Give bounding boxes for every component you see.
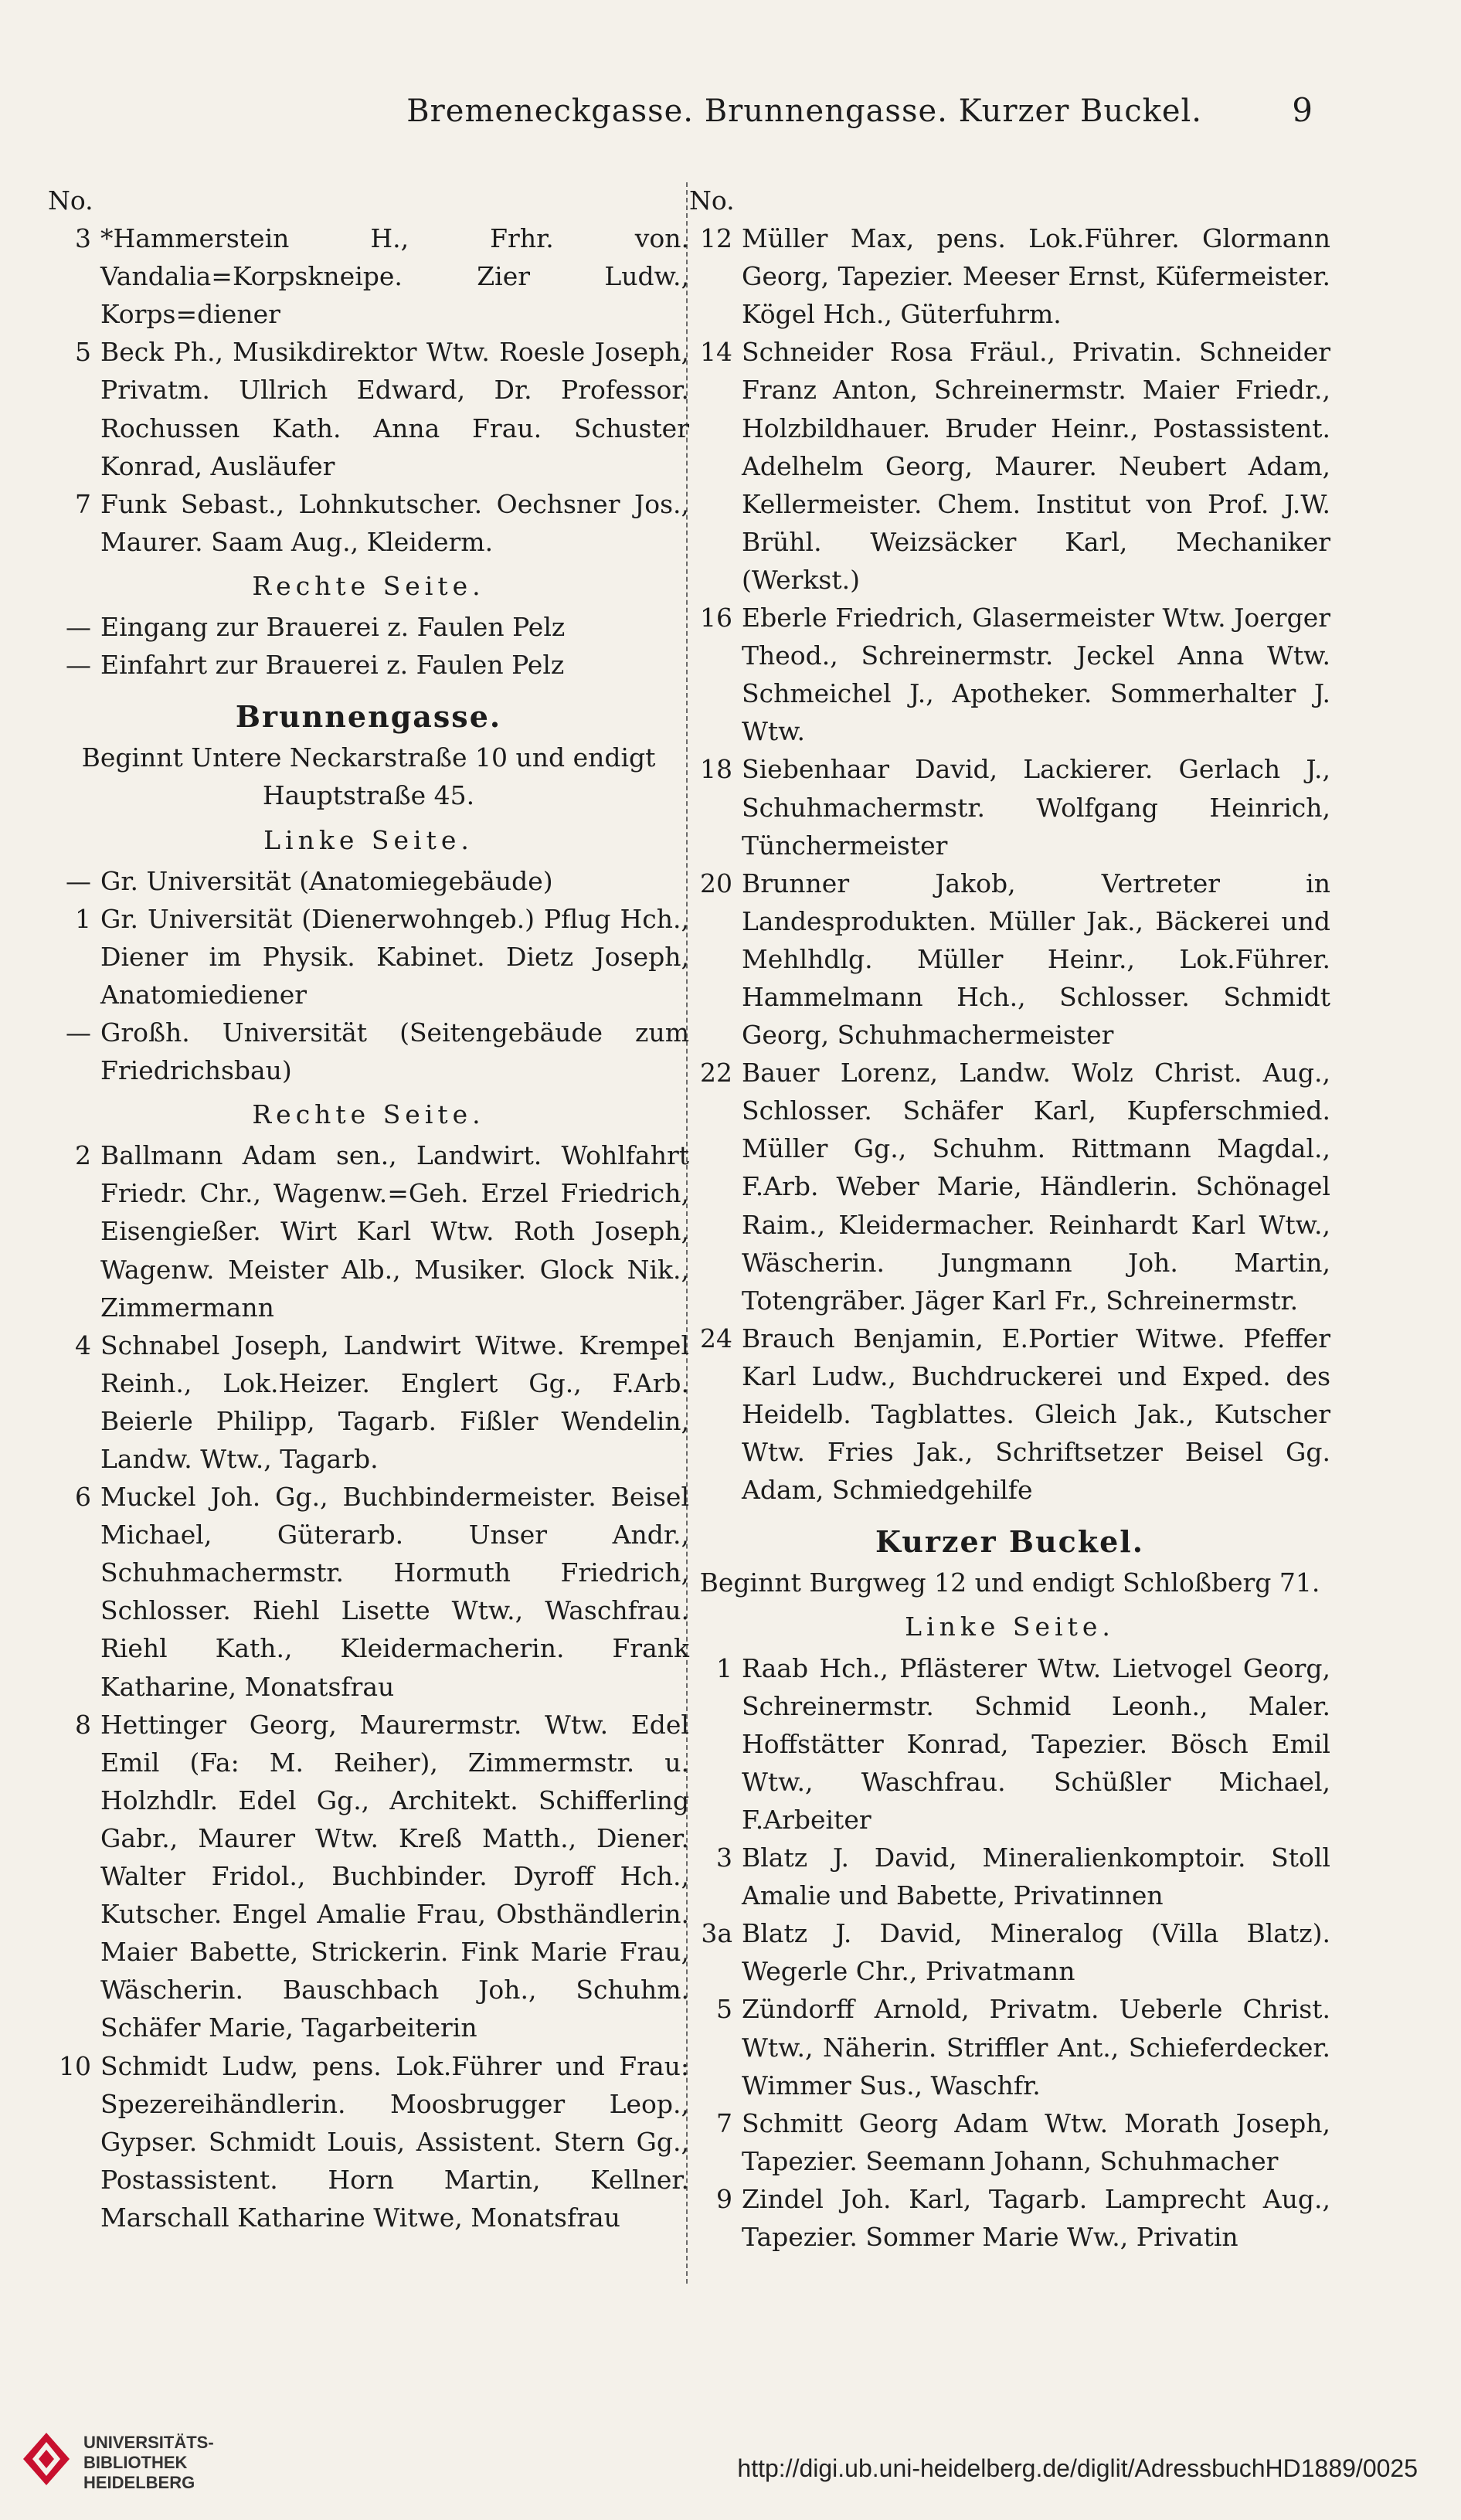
university-library-logo [15,2428,77,2493]
resident-list: *Hammerstein H., Frhr. von. Vandalia=Korpskneipe. Zier Ludw., Korps=diener [100,223,689,330]
house-number: 3 [75,223,91,254]
page-number: 9 [1292,91,1313,129]
left-column [48,182,689,2236]
brunnengasse-heading: Brunnengasse. [235,699,502,735]
resident-list: Gr. Universität (Anatomiegebäude) [100,865,553,896]
resident-list: Muckel Joh. Gg., Buchbindermeister. Beisel Michael, Güterarb. Unser Andr., Schuhmachermstr. Hormuth Friedrich, Schlosser. Riehl Lisette Wtw., Waschfrau. Riehl Kath., Kleidermacherin. Frank Katharine, Monatsfrau [100,1482,689,1702]
house-number: 3 [716,1842,732,1873]
address-entry [48,333,689,484]
address-entry [48,1478,689,1706]
house-number: 6 [75,1482,91,1513]
page-title: Bremeneckgasse. Brunnengasse. Kurzer Buckel. [406,93,1203,129]
house-number: 18 [700,754,732,785]
no-label-right: No. [689,185,735,216]
resident-list: Schmitt Georg Adam Wtw. Morath Joseph, Tapezier. Seemann Johann, Schuhmacher [742,2107,1330,2176]
library-name-line: BIBLIOTHEK [83,2453,188,2472]
address-entry [689,1054,1330,1319]
resident-list: Siebenhaar David, Lackierer. Gerlach J., Schuhmachermstr. Wolfgang Heinrich, Tünchermeister [742,754,1330,861]
bremeneck-right-list [689,219,1330,1509]
resident-list: Beck Ph., Musikdirektor Wtw. Roesle Joseph, Privatm. Ullrich Edward, Dr. Professor. Rochussen Kath. Anna Frau. Schuster Konrad, Ausläufer [100,337,689,481]
brunnengasse-linke-list [48,862,689,1090]
address-entry [689,599,1330,750]
address-entry [48,1706,689,2047]
rechte-seite-heading-2: Rechte Seite. [252,1099,485,1130]
resident-list: Hettinger Georg, Maurermstr. Wtw. Edel Emil (Fa: M. Reiher), Zimmermstr. u. Holzhdlr. Edel Gg., Architekt. Schifferling Gabr., Maurer Wtw. Kreß Matth., Diener. Walter Fridol., Buchbinder. Dyroff Hch., Kutscher. Engel Amalie Frau, Obsthändlerin. Maier Babette, Strickerin. Fink Marie Frau, Wäscherin. Bauschbach Joh., Schuhm. Schäfer Marie, Tagarbeiterin [100,1709,689,2043]
kurzer-buckel-description: Beginnt Burgweg 12 und endigt Schloßberg 71. [699,1567,1320,1598]
resident-list: Gr. Universität (Dienerwohngeb.) Pflug Hch., Diener im Physik. Kabinet. Dietz Joseph, Anatomiediener [100,903,689,1010]
resident-list: Brunner Jakob, Vertreter in Landesprodukten. Müller Jak., Bäckerei und Mehlhdlg. Müller Heinr., Lok.Führer. Hammelmann Hch., Schlosser. Schmidt Georg, Schuhmachermeister [742,868,1330,1051]
address-entry [689,219,1330,333]
address-entry [689,333,1330,599]
house-number: 10 [59,2050,91,2081]
source-url-link[interactable]: http://digi.ub.uni-heidelberg.de/diglit/AdressbuchHD1889/0025 [737,2454,1418,2482]
brunnengasse-rechte-list [48,1136,689,2236]
resident-list: Brauch Benjamin, E.Portier Witwe. Pfeffer Karl Ludw., Buchdruckerei und Exped. des Heidelb. Tagblattes. Gleich Jak., Kutscher Wtw. Fries Jak., Schriftsetzer Beisel Gg. Adam, Schmiedgehilfe [742,1323,1330,1506]
address-entry [689,1319,1330,1509]
house-number: 7 [716,2107,732,2138]
resident-list: Schmidt Ludw, pens. Lok.Führer und Frau: Spezereihändlerin. Moosbrugger Leop., Gypser. Schmidt Louis, Assistent. Stern Gg., Postassistent. Horn Martin, Kellner. Marschall Katharine Witwe, Monatsfrau [100,2050,689,2233]
address-entry [689,2104,1330,2180]
page-header [178,91,1313,129]
house-number: 4 [75,1330,91,1360]
house-number: 1 [716,1652,732,1683]
right-column [689,182,1330,2256]
footer [0,2422,1461,2520]
resident-list: Funk Sebast., Lohnkutscher. Oechsner Jos., Maurer. Saam Aug., Kleiderm. [100,488,689,557]
address-entry [689,1914,1330,1990]
no-label: No. [48,185,93,216]
house-number: — [66,865,91,896]
address-entry [48,1326,689,1478]
house-number: 3a [701,1918,732,1949]
kurzer-buckel-list [689,1649,1330,2257]
house-number: 16 [700,603,732,633]
resident-list: Schneider Rosa Fräul., Privatin. Schneider Franz Anton, Schreinermstr. Maier Friedr., Holzbildhauer. Bruder Heinr., Postassistent. Adelhelm Georg, Maurer. Neubert Adam, Kellermeister. Chem. Institut von Prof. J.W. Brühl. Weizsäcker Karl, Mechaniker (Werkst.) [742,337,1330,595]
resident-list: Ballmann Adam sen., Landwirt. Wohlfahrt Friedr. Chr., Wagenw.=Geh. Erzel Friedrich, Eisengießer. Wirt Karl Wtw. Roth Joseph, Wagenw. Meister Alb., Musiker. Glock Nik., Zimmermann [100,1140,689,1323]
address-entry [689,2180,1330,2256]
library-name-line: HEIDELBERG [83,2473,195,2492]
linke-seite-heading: Linke Seite. [263,824,474,855]
address-entry [48,608,689,646]
resident-list: Müller Max, pens. Lok.Führer. Glormann Georg, Tapezier. Meeser Ernst, Küfermeister. Kögel Hch., Güterfuhrm. [742,223,1330,330]
address-entry [48,2047,689,2236]
resident-list: Eingang zur Brauerei z. Faulen Pelz [100,612,566,643]
brunnengasse-description: Beginnt Untere Neckarstraße 10 und endigt Hauptstraße 45. [81,742,656,811]
address-entry [689,864,1330,1054]
address-entry [48,219,689,333]
address-entry [48,862,689,900]
address-entry [689,750,1330,864]
resident-list: Großh. Universität (Seitengebäude zum Friedrichsbau) [100,1017,689,1086]
library-name-line: UNIVERSITÄTS- [83,2433,214,2452]
address-entry [48,1136,689,1326]
resident-list: Zindel Joh. Karl, Tagarb. Lamprecht Aug., Tapezier. Sommer Marie Ww., Privatin [742,2183,1330,2252]
house-number: — [66,650,91,681]
resident-list: Blatz J. David, Mineralienkomptoir. Stoll Amalie und Babette, Privatinnen [742,1842,1330,1911]
linke-seite-heading-right: Linke Seite. [905,1612,1115,1642]
house-number: 14 [700,337,732,368]
resident-list: Raab Hch., Pflästerer Wtw. Lietvogel Georg, Schreinermstr. Schmid Leonh., Maler. Hoffstätter Konrad, Tapezier. Bösch Emil Wtw., Waschfrau. Schüßler Michael, F.Arbeiter [742,1652,1330,1835]
address-entry [689,1990,1330,2104]
house-number: 1 [75,903,91,934]
address-entry [689,1649,1330,1839]
house-number: 5 [716,1994,732,2025]
house-number: 5 [75,337,91,368]
resident-list: Schnabel Joseph, Landwirt Witwe. Krempel Reinh., Lok.Heizer. Englert Gg., F.Arb. Beierle Philipp, Tagarb. Fißler Wendelin, Landw. Wtw., Tagarb. [100,1330,689,1474]
rechte-seite-heading: Rechte Seite. [252,570,485,601]
house-number: 9 [716,2183,732,2214]
rechte-seite-list [48,608,689,684]
house-number: 7 [75,488,91,519]
resident-list: Einfahrt zur Brauerei z. Faulen Pelz [100,650,565,681]
house-number: 22 [700,1058,732,1088]
address-entry [48,646,689,684]
resident-list: Zündorff Arnold, Privatm. Ueberle Christ. Wtw., Näherin. Striffler Ant., Schieferdecker. Wimmer Sus., Waschfr. [742,1994,1330,2101]
house-number: 8 [75,1709,91,1740]
house-number: 20 [700,868,732,898]
address-entry [689,1839,1330,1914]
house-number: 2 [75,1140,91,1171]
address-entry [48,485,689,561]
address-entry [48,900,689,1014]
bremeneck-left-list [48,219,689,561]
resident-list: Bauer Lorenz, Landw. Wolz Christ. Aug., Schlosser. Schäfer Karl, Kupferschmied. Müller Gg., Schuhm. Rittmann Magdal., F.Arb. Weber Marie, Händlerin. Schönagel Raim., Kleidermacher. Reinhardt Karl Wtw., Wäscherin. Jungmann Joh. Martin, Totengräber. Jäger Karl Fr., Schreinermstr. [742,1058,1330,1316]
library-name [83,2433,214,2493]
house-number: — [66,1017,91,1048]
address-entry [48,1014,689,1089]
house-number: — [66,612,91,643]
house-number: 24 [700,1323,732,1353]
house-number: 12 [700,223,732,254]
kurzer-buckel-heading: Kurzer Buckel. [875,1524,1144,1560]
resident-list: Eberle Friedrich, Glasermeister Wtw. Joerger Theod., Schreinermstr. Jeckel Anna Wtw. Schmeichel J., Apotheker. Sommerhalter J. Wtw. [742,603,1330,747]
resident-list: Blatz J. David, Mineralog (Villa Blatz). Wegerle Chr., Privatmann [742,1918,1330,1987]
